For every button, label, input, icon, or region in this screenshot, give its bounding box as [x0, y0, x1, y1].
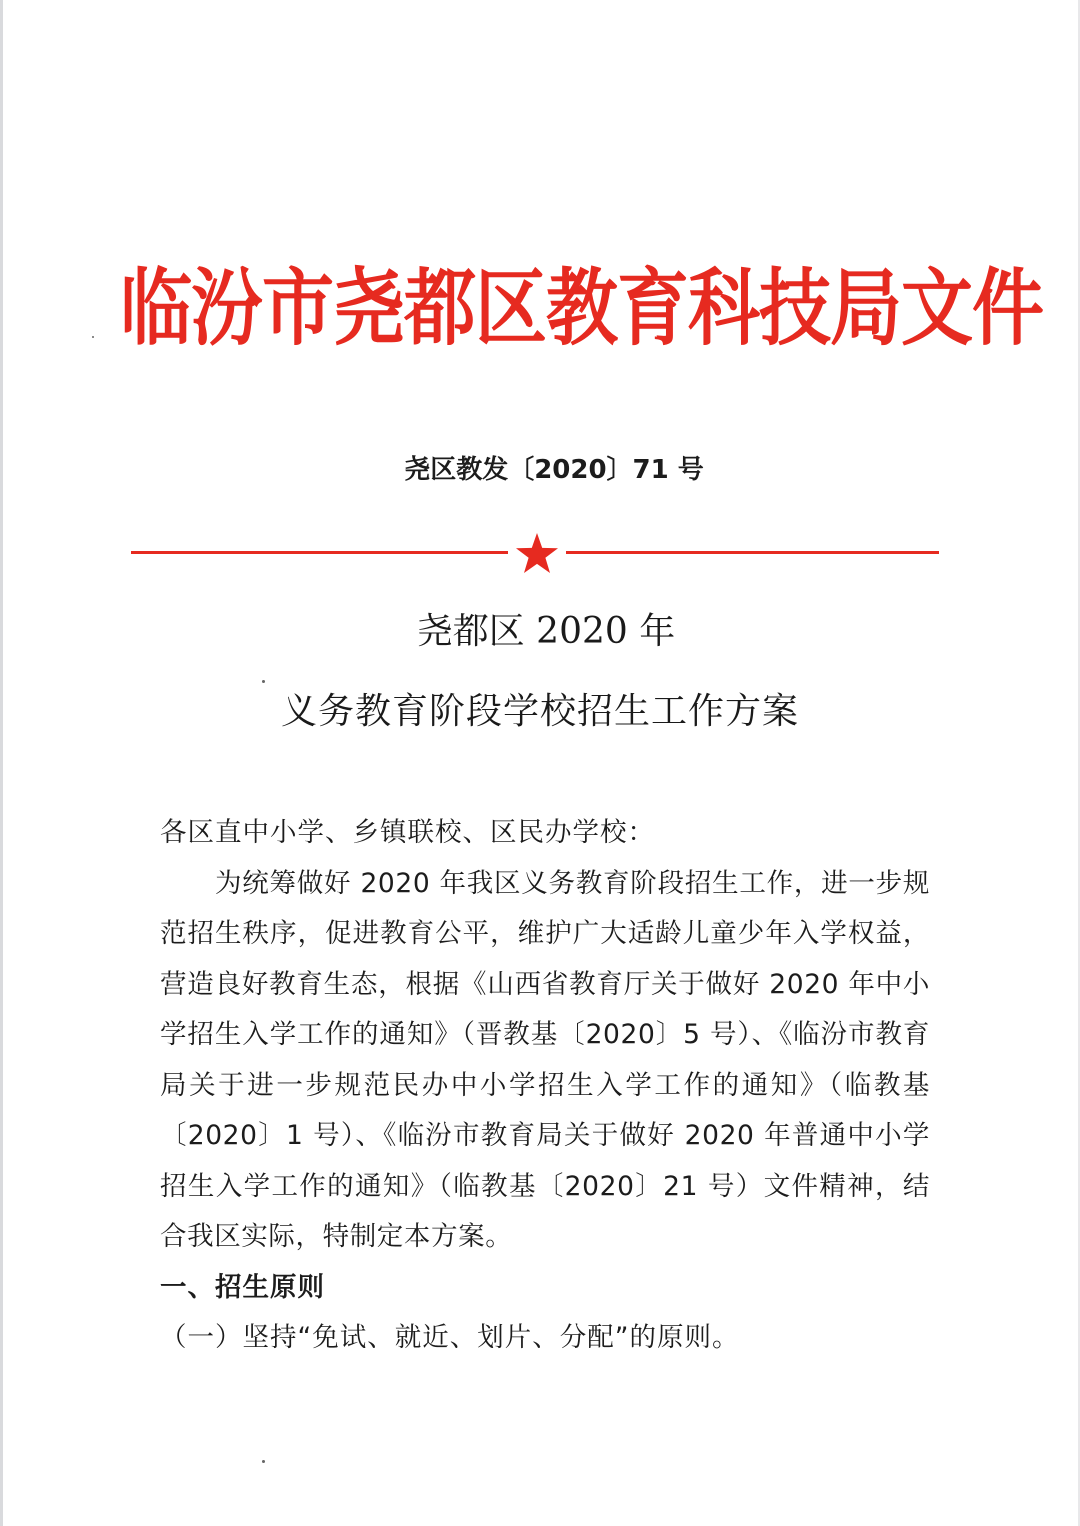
red-divider-left [131, 551, 508, 554]
document-title-line-1: 尧都区 2020 年 [416, 611, 676, 652]
scan-speck [262, 1460, 265, 1463]
salutation: 各区直中小学、乡镇联校、区民办学校： [160, 817, 655, 848]
document-body [160, 808, 930, 1364]
red-divider-right [566, 551, 939, 554]
principle-item-1: （一）坚持“免试、就近、划片、分配”的原则。 [160, 1322, 740, 1353]
issuer-red-header: 临汾市尧都区教育科技局文件 [120, 258, 1044, 357]
red-star-icon [515, 532, 559, 574]
section-heading-principles: 一、招生原则 [160, 1271, 325, 1303]
page-edge-shadow [0, 0, 3, 1526]
document-number: 尧区教发〔2020〕71 号 [404, 455, 704, 485]
scan-speck [262, 680, 265, 683]
intro-paragraph: 为统筹做好 2020 年我区义务教育阶段招生工作，进一步规范招生秩序，促进教育公平，维护广大适龄儿童少年入学权益，营造良好教育生态，根据《山西省教育厅关于做好 2020 年中小学招生入学工作的通知》（晋教基〔2020〕5 号）、《临汾市教育局关于进一步规范民办中小学招生入学工作的通知》（临教基〔2020〕1 号）、《临汾市教育局关于做好 2020 年普通中小学招生入学工作的通知》（临教基〔2020〕21 号）文件精神，结合我区实际，特制定本方案。 [160, 867, 930, 1252]
scan-speck [92, 336, 94, 338]
document-title-line-2: 义务教育阶段学校招生工作方案 [280, 691, 799, 732]
